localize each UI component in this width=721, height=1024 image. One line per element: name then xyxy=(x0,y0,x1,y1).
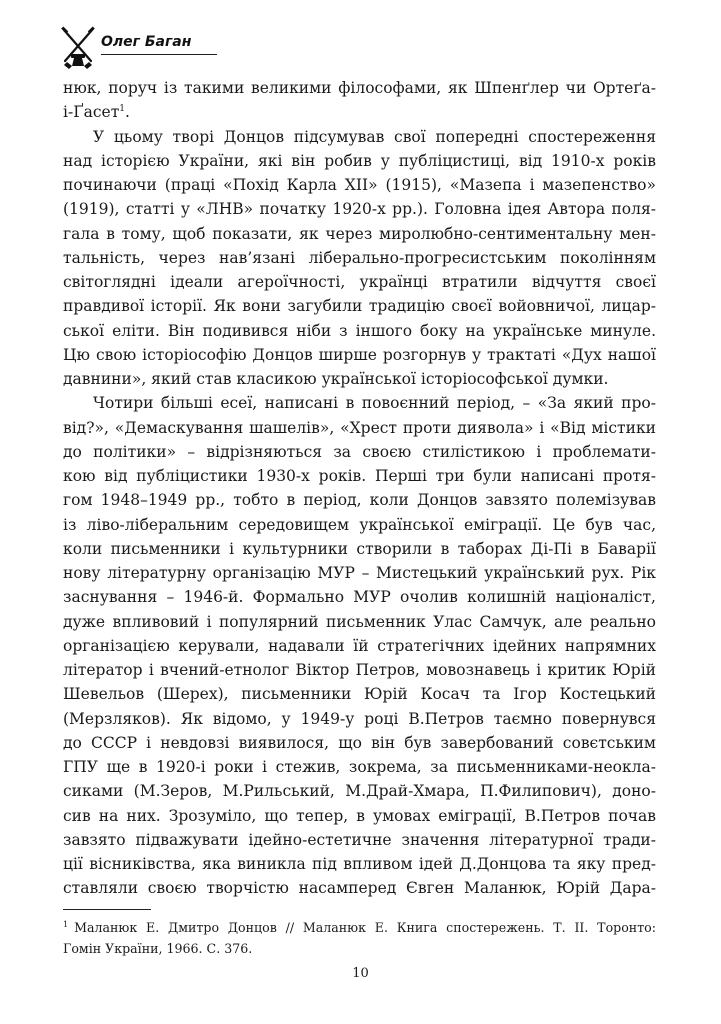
footnote-marker: 1 xyxy=(63,920,69,929)
text-line: до політики» – відрізняються за своєю стилістикою і проблемати- xyxy=(63,442,656,461)
paragraph-first-line: Чотири більші есеї, написані в повоєнний період, – «За який про- xyxy=(93,394,656,413)
text-line: із ліво-ліберальним середовищем української еміграції. Це був час, xyxy=(63,515,656,534)
text-line: сиками (М.Зеров, М.Рильський, М.Драй-Хмара, П.Филипович), доно- xyxy=(63,782,656,801)
text-line: літератор і вчений-етнолог Віктор Петров, мовознавець і критик Юрій xyxy=(63,661,656,679)
text-line: гала в тому, щоб показати, як через миролюбно-сентиментальну мен- xyxy=(63,224,656,243)
text-line: починаючи (праці «Похід Карла XII» (1915), «Мазепа і мазепенство» xyxy=(63,176,656,194)
page-number: 10 xyxy=(352,966,369,981)
text-line: тальність, через нав’язані ліберально-прогресистським поколінням xyxy=(63,248,656,267)
paragraph-first-line: У цьому творі Донцов підсумував свої попередні спостереження xyxy=(93,127,656,146)
footnote xyxy=(63,917,656,959)
text-line: до СССР і невдовзі виявилося, що він був завербований совєтським xyxy=(63,733,656,752)
text-line: давнини», який став класикою української історіософської думки. xyxy=(63,370,609,388)
text-line: гом 1948–1949 рр., тобто в період, коли Донцов завзято полемізував xyxy=(63,491,656,510)
text-line: кою від публіцистики 1930-х років. Перші три були написані протя- xyxy=(63,467,656,485)
text-line: завзято підважувати ідейно-естетичне значення літературної тради- xyxy=(63,830,656,849)
main-text xyxy=(63,76,656,901)
text-line: організацією керували, надавали їй стратегічних ідейних напрямних xyxy=(63,636,656,655)
text-line: Цю свою історіософію Донцов ширше розгорнув у трактаті «Дух нашої xyxy=(63,345,656,364)
text-line: світоглядні ідеали агероїчності, українці втратили відчуття своєї xyxy=(63,273,656,291)
footnote-ref[interactable]: 1 xyxy=(119,104,126,115)
text-line: ставляли своєю творчістю насамперед Євген Маланюк, Юрій Дара- xyxy=(63,879,656,898)
footnote-line: Гомін України, 1966. С. 376. xyxy=(63,941,253,956)
text-line: сив на них. Зрозуміло, що тепер, в умовах еміграції, В.Петров почав xyxy=(63,806,656,825)
header-rule xyxy=(101,54,217,55)
text-line: над історією України, які він робив у публіцистиці, від 1910-х років xyxy=(63,151,656,170)
footnote-separator xyxy=(63,909,151,910)
text-line: від?», «Демаскування шашелів», «Хрест проти диявола» і «Від містики xyxy=(63,418,656,437)
text-line: ської еліти. Він подивився ніби з іншого боку на українське минуле. xyxy=(63,321,656,340)
text-line: ції вісниківства, яка виникла під впливом ідей Д.Донцова та яку пред- xyxy=(63,855,656,873)
crossed-swords-emblem-icon xyxy=(58,26,98,70)
author-name: Олег Баган xyxy=(101,34,192,50)
text-line: правдивої історії. Як вони загубили традицію своєї войовничої, лицар- xyxy=(63,297,656,316)
text-line: ГПУ ще в 1920-і роки і стежив, зокрема, за письменниками-неокла- xyxy=(63,758,656,776)
text-line: Шевельов (Шерех), письменники Юрій Косач та Ігор Костецький xyxy=(63,685,656,704)
running-header xyxy=(58,22,218,72)
text-line: (1919), статті у «ЛНВ» початку 1920-х рр.). Головна ідея Автора поля- xyxy=(63,200,656,219)
text-line: коли письменники і культурники створили в таборах Ді-Пі в Баварії xyxy=(63,539,656,558)
text-line: (Мерзляков). Як відомо, у 1949-у році В.Петров таємно повернувся xyxy=(63,709,656,728)
text-line: заснування – 1946-й. Формально МУР очолив колишній націоналіст, xyxy=(63,588,656,607)
footnote-line: $^1$ Маланюк Е. Дмитро Донцов // Маланюк Е. Книга спостережень. Т. ІІ. Торонто: xyxy=(63,920,656,935)
text-line: дуже впливовий і популярний письменник Улас Самчук, але реально xyxy=(63,612,656,631)
text-line: і-Ґасет$^1$. xyxy=(63,103,130,122)
text-line: нюк, поруч із такими великими філософами, як Шпенґлер чи Ортеґа- xyxy=(63,79,656,97)
text-line: нову літературну організацію МУР – Мистецький український рух. Рік xyxy=(63,564,656,582)
